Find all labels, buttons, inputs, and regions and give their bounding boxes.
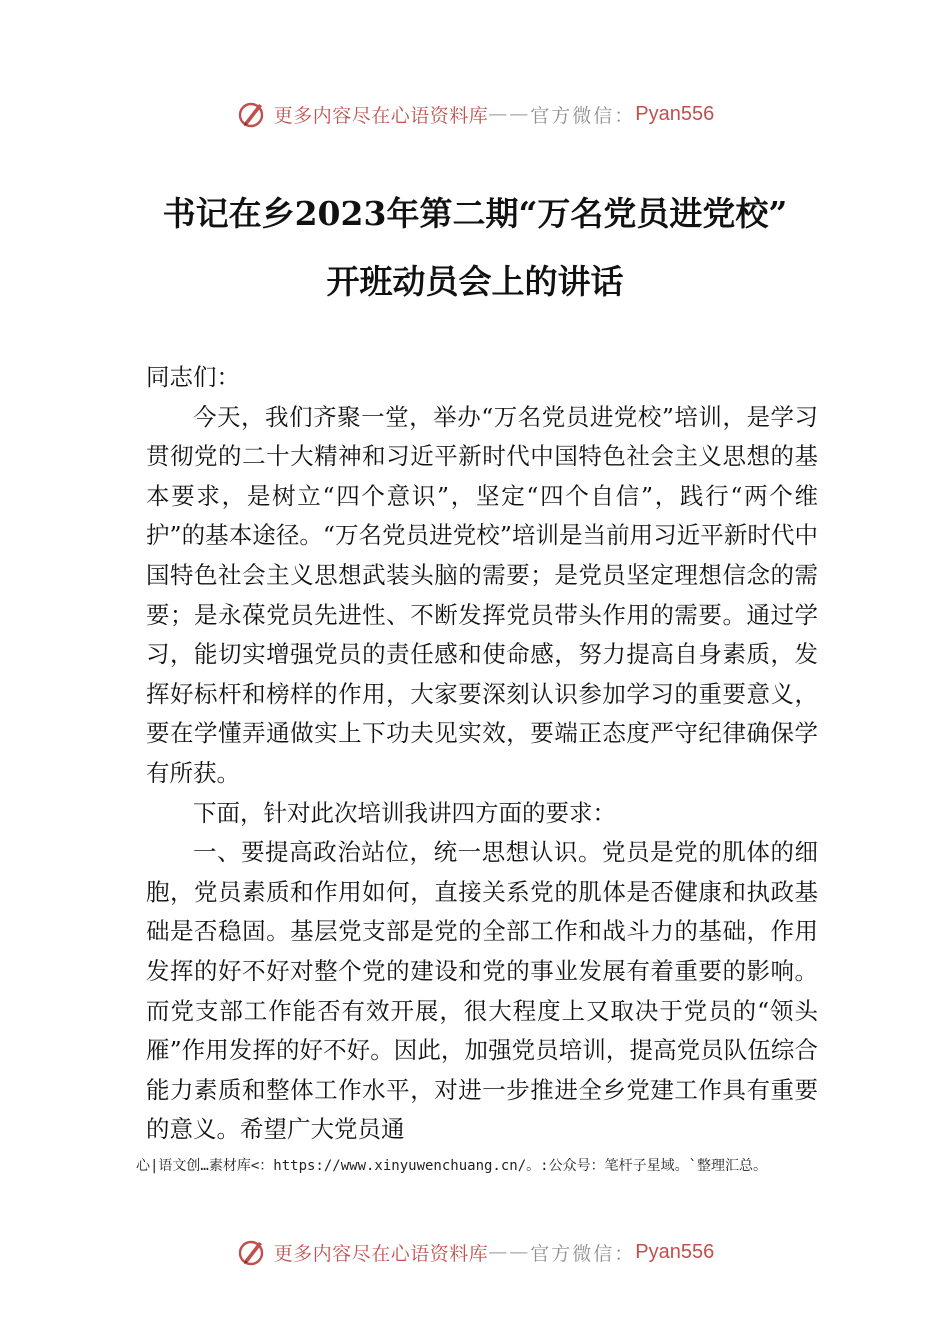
paragraph: 一、要提高政治站位，统一思想认识。党员是党的肌体的细胞，党员素质和作用如何，直接关系党的肌体是否健康和执政基础是否稳固。基层党支部是党的全部工作和战斗力的基础，作用发挥的好不好对整个党的建设和党的事业发展有着重要的影响。而党支部工作能否有效开展，很大程度上又取决于党员的“领头雁”作用发挥的好不好。因此，加强党员培训，提高党员队伍综合能力素质和整体工作水平，对进一步推进全乡党建工作具有重要的意义。希望广大党员通 [146, 838, 818, 1144]
banner-wechat-label: 官方微信： [530, 104, 636, 127]
banner-wechat-id: Pyan556 [635, 102, 715, 125]
paragraph: 今天，我们齐聚一堂，举办“万名党员进党校”培训，是学习贯彻党的二十大精神和习近平新时代中国特色社会主义思想的基本要求，是树立“四个意识”，坚定“四个自信”，践行“两个维护”的基本途径。“万名党员进党校”培训是当前用习近平新时代中国特色社会主义思想武装头脑的需要；是党员坚定理想信念的需要；是永葆党员先进性、不断发挥党员带头作用的需要。通过学习，能切实增强党员的责任感和使命感，努力提高自身素质，发挥好标杆和榜样的作用，大家要深刻认识参加学习的重要意义，要在学懂弄通做实上下功夫见实效，要端正态度严守纪律确保学有所获。 [146, 402, 818, 787]
banner-brand: 更多内容尽在心语资料库 [273, 1242, 489, 1265]
banner-brand: 更多内容尽在心语资料库 [273, 104, 489, 127]
banner-separator: —— [488, 1241, 531, 1263]
pen-logo-icon [236, 98, 268, 130]
salutation: 同志们： [146, 363, 240, 391]
document-title-line2: 开班动员会上的讲话 [326, 262, 624, 301]
banner-separator: —— [488, 103, 531, 125]
header-banner [0, 94, 950, 134]
banner-wechat-id: Pyan556 [635, 1240, 715, 1263]
paragraph: 下面，针对此次培训我讲四方面的要求： [193, 798, 616, 827]
document-body [146, 358, 818, 1150]
banner-wechat-label: 官方微信： [530, 1242, 636, 1265]
footer-banner [0, 1232, 950, 1272]
document-title-line1: 书记在乡2023年第二期“万名党员进党校” [162, 194, 788, 233]
footnote-source: 心|语文创…素材库<：https://www.xinyuwenchuang.cn/。:公众号：笔杆子星域。`整理汇总。 [136, 1158, 768, 1174]
pen-logo-icon [236, 1236, 268, 1268]
